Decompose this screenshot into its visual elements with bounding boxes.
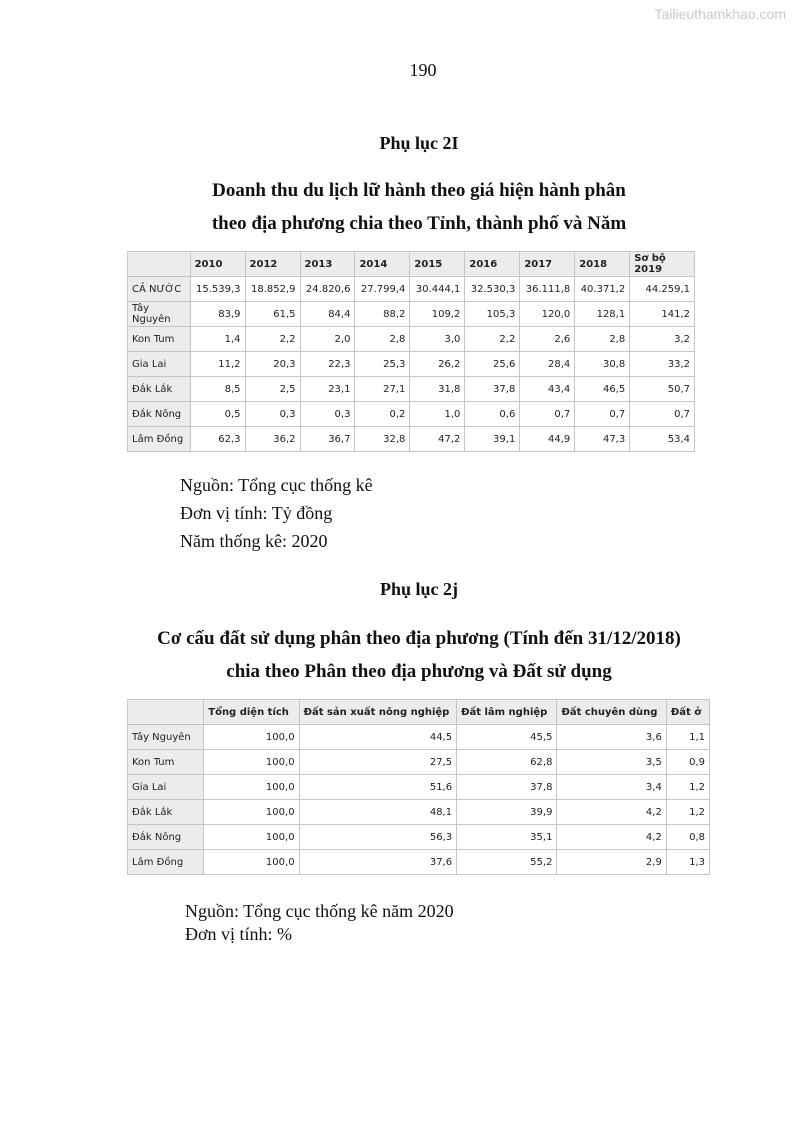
table-cell: 56,3 (299, 825, 457, 850)
table-cell: 100,0 (204, 825, 299, 850)
table-cell: 27,1 (355, 377, 410, 402)
table-row (128, 825, 710, 850)
column-header: 2015 (410, 252, 465, 277)
table-row (128, 377, 695, 402)
table-cell: 55,2 (457, 850, 557, 875)
table-row (128, 800, 710, 825)
table-cell: 51,6 (299, 775, 457, 800)
source-note: Nguồn: Tổng cục thống kê năm 2020 (185, 901, 454, 921)
land-use-table (127, 699, 710, 875)
column-header: 2016 (465, 252, 520, 277)
table-cell: 3,5 (557, 750, 666, 775)
column-header: Đất chuyên dùng (557, 700, 666, 725)
table-cell: 109,2 (410, 302, 465, 327)
table-cell: 4,2 (557, 800, 666, 825)
table-cell: 37,6 (299, 850, 457, 875)
table-cell: 35,1 (457, 825, 557, 850)
table-cell: 50,7 (630, 377, 695, 402)
table-cell: 0,5 (190, 402, 245, 427)
table-cell: 33,2 (630, 352, 695, 377)
appendix-2i-title-line2: theo địa phương chia theo Tỉnh, thành phố và Năm (211, 213, 627, 234)
row-label: Gia Lai (128, 775, 204, 800)
table-row (128, 327, 695, 352)
table-cell: 1,1 (666, 725, 709, 750)
table-cell: 30,8 (575, 352, 630, 377)
table-cell: 43,4 (520, 377, 575, 402)
table-cell: 0,3 (300, 402, 355, 427)
row-label: Tây Nguyên (128, 725, 204, 750)
column-header: Sơ bộ 2019 (630, 252, 695, 277)
table-cell: 28,4 (520, 352, 575, 377)
appendix-2j-title-line2: chia theo Phân theo địa phương và Đất sử dụng (226, 661, 612, 682)
table-cell: 48,1 (299, 800, 457, 825)
table-cell: 36,7 (300, 427, 355, 452)
table-cell: 1,4 (190, 327, 245, 352)
table-cell: 2,5 (245, 377, 300, 402)
table-cell: 47,3 (575, 427, 630, 452)
table-cell: 47,2 (410, 427, 465, 452)
table-cell: 44.259,1 (630, 277, 695, 302)
table-row (128, 352, 695, 377)
table-cell: 26,2 (410, 352, 465, 377)
table-cell: 105,3 (465, 302, 520, 327)
column-header: 2010 (190, 252, 245, 277)
table-cell: 25,3 (355, 352, 410, 377)
column-header: 2018 (575, 252, 630, 277)
row-label: Tây Nguyên (128, 302, 191, 327)
unit-note: Đơn vị tính: Tỷ đồng (180, 503, 333, 523)
table-cell: 27,5 (299, 750, 457, 775)
table-cell: 11,2 (190, 352, 245, 377)
column-header: 2012 (245, 252, 300, 277)
appendix-2j-notes (185, 900, 454, 946)
table-cell: 61,5 (245, 302, 300, 327)
table-cell: 100,0 (204, 775, 299, 800)
table-cell: 2,2 (245, 327, 300, 352)
table-cell: 0,9 (666, 750, 709, 775)
table-cell: 22,3 (300, 352, 355, 377)
row-label: Kon Tum (128, 327, 191, 352)
table-cell: 46,5 (575, 377, 630, 402)
row-label: Lâm Đồng (128, 427, 191, 452)
row-label: Đắk Lắk (128, 800, 204, 825)
table-cell: 0,8 (666, 825, 709, 850)
row-label: Đắk Nông (128, 825, 204, 850)
row-label: Đắk Lắk (128, 377, 191, 402)
page-number: 190 (409, 60, 437, 80)
table-cell: 120,0 (520, 302, 575, 327)
table-cell: 23,1 (300, 377, 355, 402)
table-cell: 1,2 (666, 775, 709, 800)
table-cell: 62,3 (190, 427, 245, 452)
table-cell: 15.539,3 (190, 277, 245, 302)
table-cell: 36,2 (245, 427, 300, 452)
table-cell: 1,3 (666, 850, 709, 875)
appendix-2j-title-line1: Cơ cấu đất sử dụng phân theo địa phương (Tính đến 31/12/2018) (157, 628, 681, 649)
year-note: Năm thống kê: 2020 (180, 531, 328, 551)
table-cell: 100,0 (204, 800, 299, 825)
table-row (128, 775, 710, 800)
table-cell: 53,4 (630, 427, 695, 452)
table-cell: 84,4 (300, 302, 355, 327)
table-cell: 18.852,9 (245, 277, 300, 302)
table-cell: 100,0 (204, 850, 299, 875)
table-cell: 36.111,8 (520, 277, 575, 302)
table-corner-cell (128, 252, 191, 277)
table-cell: 20,3 (245, 352, 300, 377)
column-header: Đất lâm nghiệp (457, 700, 557, 725)
column-header: Đất ở (666, 700, 709, 725)
column-header: Đất sản xuất nông nghiệp (299, 700, 457, 725)
table-cell: 1,2 (666, 800, 709, 825)
table-row (128, 427, 695, 452)
table-row (128, 302, 695, 327)
table-cell: 39,1 (465, 427, 520, 452)
row-label: Đắk Nông (128, 402, 191, 427)
table-cell: 32,8 (355, 427, 410, 452)
table-cell: 2,2 (465, 327, 520, 352)
table-cell: 37,8 (457, 775, 557, 800)
table-header-row (128, 700, 710, 725)
table-cell: 40.371,2 (575, 277, 630, 302)
table-cell: 2,0 (300, 327, 355, 352)
table-cell: 3,0 (410, 327, 465, 352)
source-note: Nguồn: Tổng cục thống kê (180, 475, 373, 495)
table-cell: 0,6 (465, 402, 520, 427)
table-cell: 3,6 (557, 725, 666, 750)
table-cell: 0,2 (355, 402, 410, 427)
table-cell: 44,5 (299, 725, 457, 750)
table-cell: 37,8 (465, 377, 520, 402)
table-cell: 1,0 (410, 402, 465, 427)
table-cell: 27.799,4 (355, 277, 410, 302)
table-cell: 0,7 (630, 402, 695, 427)
table-cell: 31,8 (410, 377, 465, 402)
table-cell: 88,2 (355, 302, 410, 327)
table-cell: 4,2 (557, 825, 666, 850)
table-cell: 30.444,1 (410, 277, 465, 302)
table-row (128, 750, 710, 775)
table-cell: 8,5 (190, 377, 245, 402)
table-cell: 83,9 (190, 302, 245, 327)
appendix-2i-heading: Phụ lục 2I (379, 133, 459, 153)
appendix-2j-heading: Phụ lục 2j (379, 579, 458, 599)
table-cell: 3,2 (630, 327, 695, 352)
column-header: 2014 (355, 252, 410, 277)
table-header-row (128, 252, 695, 277)
table-cell: 0,7 (575, 402, 630, 427)
table-cell: 24.820,6 (300, 277, 355, 302)
table-cell: 39,9 (457, 800, 557, 825)
table-cell: 2,6 (520, 327, 575, 352)
table-row (128, 402, 695, 427)
appendix-2i-notes (180, 471, 373, 555)
table-row (128, 725, 710, 750)
appendix-2i-title-line1: Doanh thu du lịch lữ hành theo giá hiện hành phân (212, 180, 626, 201)
table-row (128, 277, 695, 302)
table-cell: 45,5 (457, 725, 557, 750)
table-cell: 62,8 (457, 750, 557, 775)
table-corner-cell (128, 700, 204, 725)
row-label: Gia Lai (128, 352, 191, 377)
column-header: 2017 (520, 252, 575, 277)
unit-note: Đơn vị tính: % (185, 924, 293, 944)
table-cell: 25,6 (465, 352, 520, 377)
watermark: Tailieuthamkhao.com (654, 6, 786, 22)
table-cell: 32.530,3 (465, 277, 520, 302)
row-label: CẢ NƯỚC (128, 277, 191, 302)
row-label: Kon Tum (128, 750, 204, 775)
table-cell: 3,4 (557, 775, 666, 800)
table-cell: 128,1 (575, 302, 630, 327)
table-cell: 0,3 (245, 402, 300, 427)
table-cell: 2,9 (557, 850, 666, 875)
row-label: Lâm Đồng (128, 850, 204, 875)
table-cell: 100,0 (204, 725, 299, 750)
column-header: Tổng diện tích (204, 700, 299, 725)
table-cell: 44,9 (520, 427, 575, 452)
table-cell: 2,8 (355, 327, 410, 352)
table-row (128, 850, 710, 875)
table-cell: 0,7 (520, 402, 575, 427)
table-cell: 100,0 (204, 750, 299, 775)
table-cell: 2,8 (575, 327, 630, 352)
column-header: 2013 (300, 252, 355, 277)
table-cell: 141,2 (630, 302, 695, 327)
revenue-table (127, 251, 695, 452)
